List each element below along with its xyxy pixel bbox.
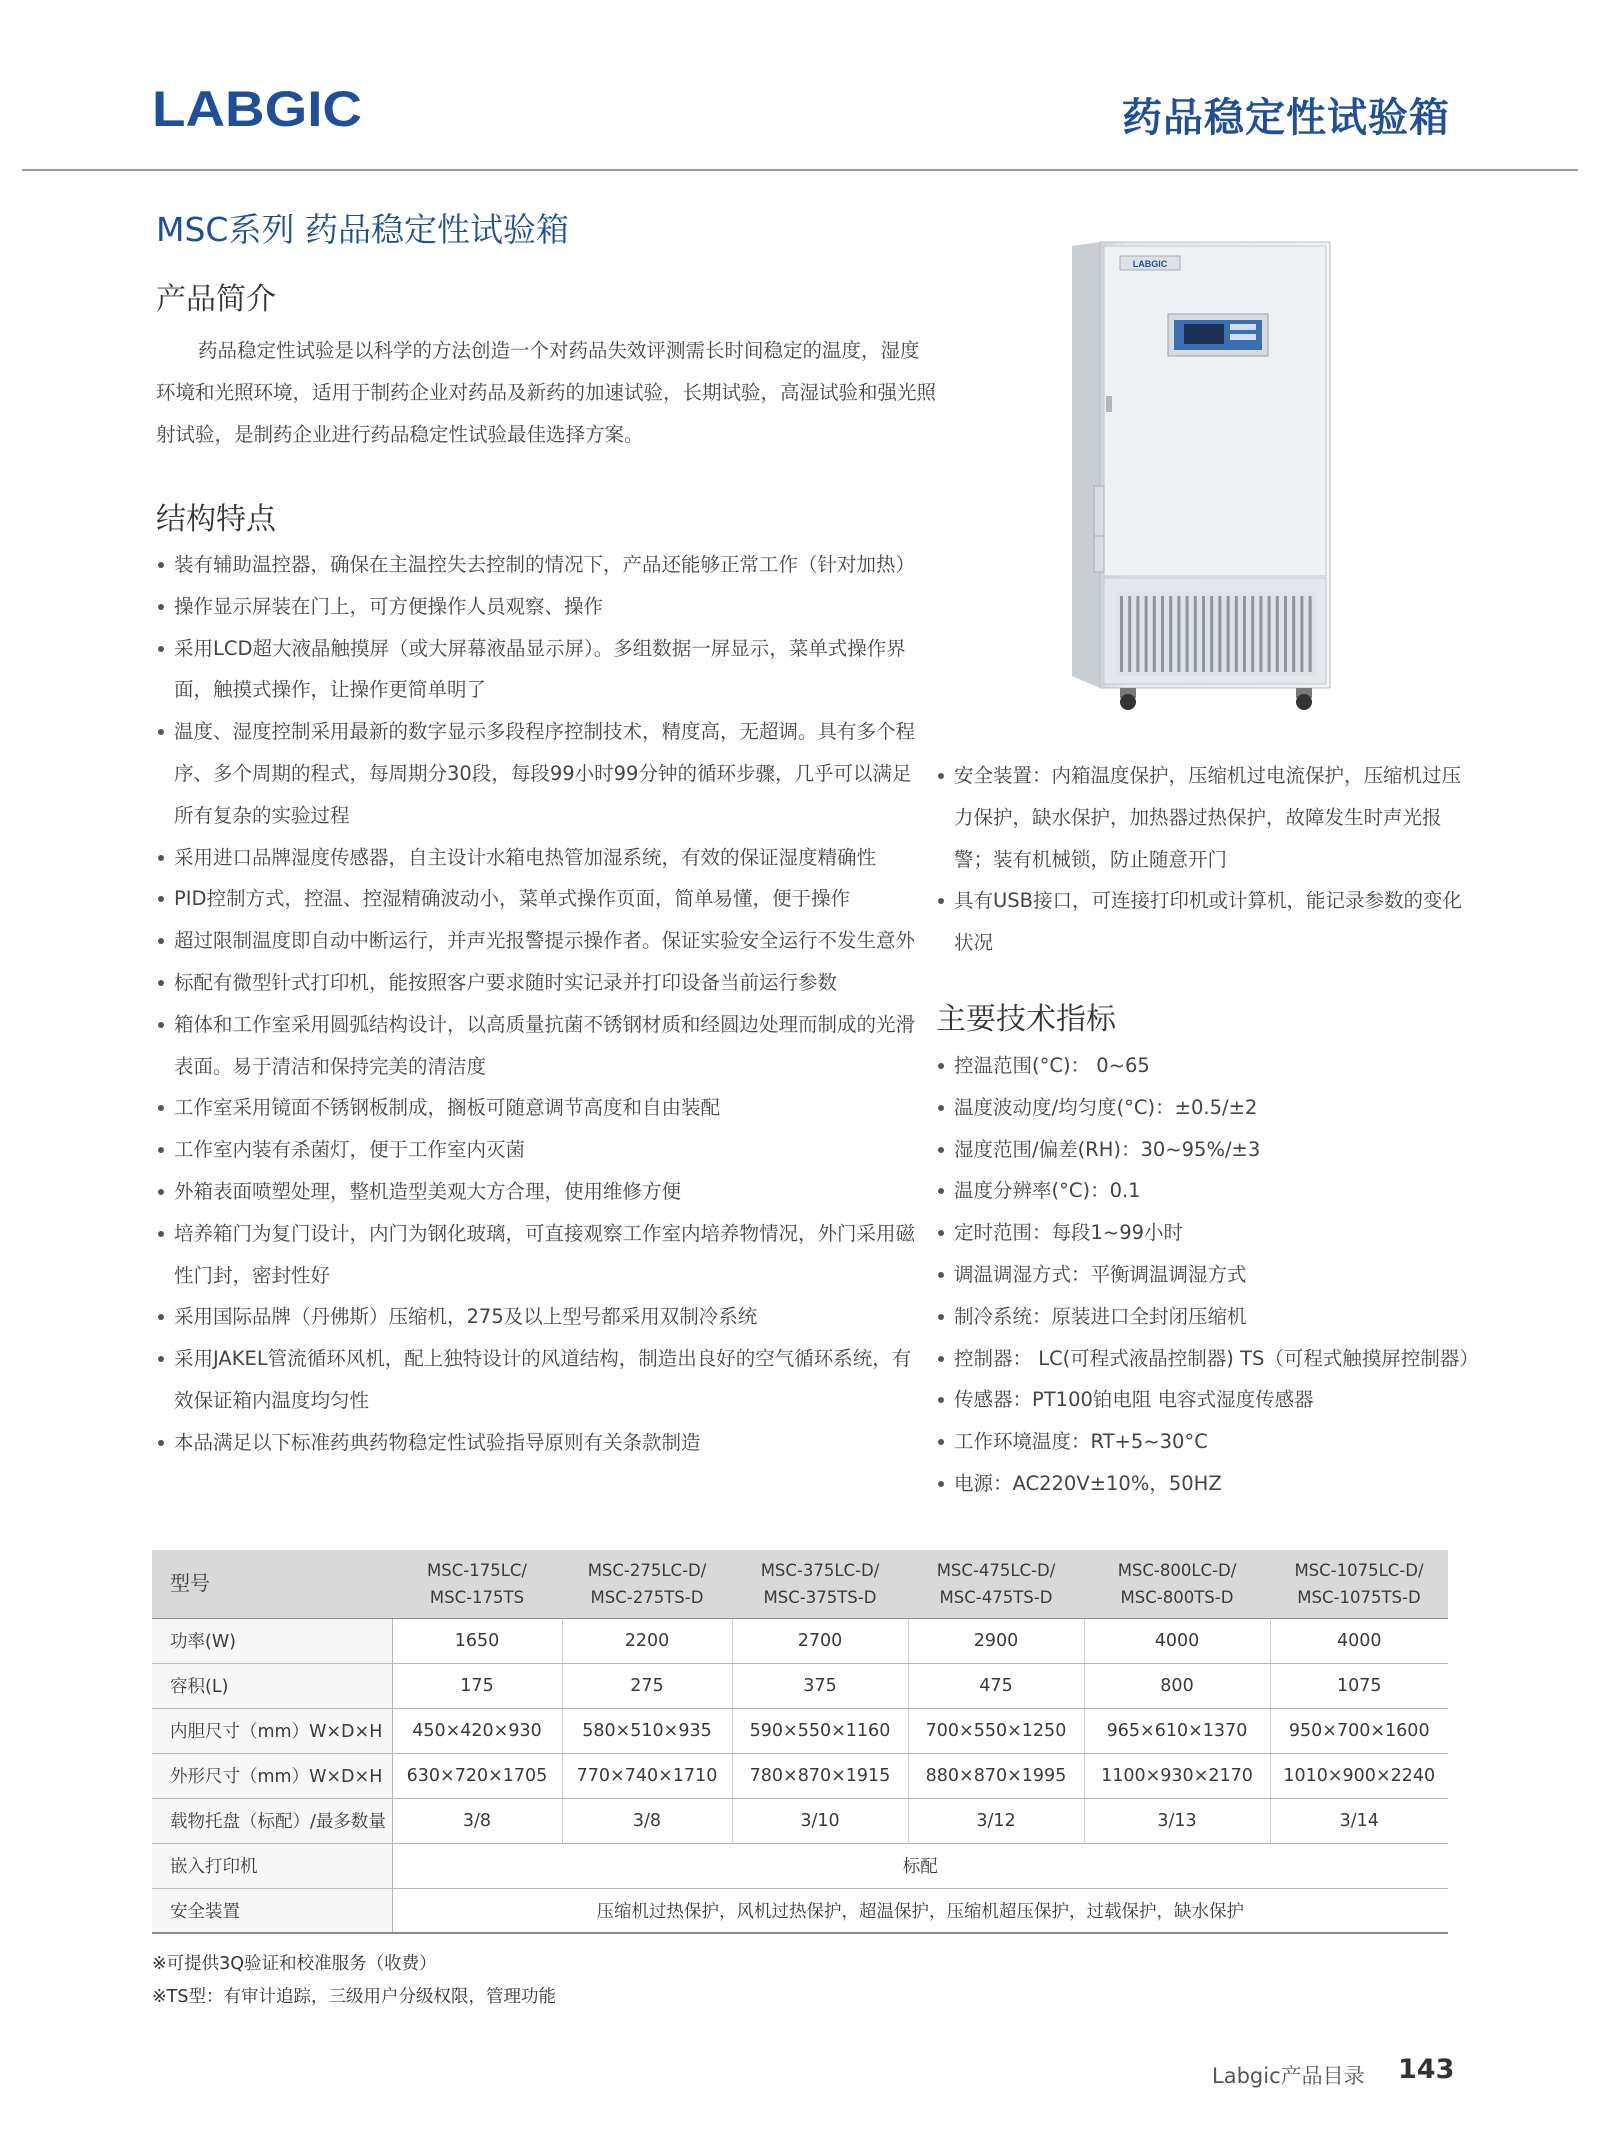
safety-value: 压缩机过热保护，风机过热保护，超温保护，压缩机超压保护，过载保护，缺水保护 (392, 1888, 1448, 1933)
table-cell: 700×550×1250 (908, 1708, 1084, 1753)
intro-text: 药品稳定性试验是以科学的方法创造一个对药品失效评测需长时间稳定的温度，湿度环境和光照环境，适用于制药企业对药品及新药的加速试验，长期试验，高湿试验和强光照射试验，是制药企业进行药品稳定性试验最佳选择方案。 (156, 339, 937, 446)
table-cell: 1010×900×2240 (1270, 1753, 1448, 1798)
vent-slot (1309, 596, 1312, 672)
feature-item: 安全装置：内箱温度保护，压缩机过电流保护，压缩机过压力保护，缺水保护，加热器过热保护，故障发生时声光报警；装有机械锁，防止随意开门 (936, 755, 1466, 880)
row-label: 载物托盘（标配）/最多数量 (152, 1798, 392, 1843)
table-cell: 175 (392, 1663, 562, 1708)
model-header-cell (392, 1550, 562, 1618)
model-name-line: MSC-275LC-D/ (587, 1560, 707, 1580)
table-cell: 3/10 (732, 1798, 908, 1843)
page-number: 143 (1398, 2054, 1455, 2085)
table-cell: 450×420×930 (392, 1708, 562, 1753)
table-cell: 580×510×935 (562, 1708, 732, 1753)
labgic-logo (152, 80, 364, 136)
vent-slot (1120, 596, 1123, 672)
table-row (152, 1798, 1448, 1843)
feature-item: 本品满足以下标准药典药物稳定性试验指导原则有关条款制造 (156, 1422, 926, 1464)
spec-item: 传感器：PT100铂电阻 电容式湿度传感器 (936, 1379, 1496, 1421)
model-name-line: MSC-1075LC-D/ (1294, 1560, 1424, 1580)
feature-item: 采用LCD超大液晶触摸屏（或大屏幕液晶显示屏）。多组数据一屏显示，菜单式操作界面，触摸式操作，让操作更简单明了 (156, 628, 926, 712)
table-cell: 2200 (562, 1618, 732, 1663)
feature-item: 温度、湿度控制采用最新的数字显示多段程序控制技术，精度高，无超调。具有多个程序、多个周期的程式，每周期分30段，每段99小时99分钟的循环步骤，几乎可以满足所有复杂的实验过程 (156, 711, 926, 836)
vent-slot (1300, 596, 1303, 672)
model-name-line: MSC-175LC/ (427, 1560, 527, 1580)
model-name-line: MSC-475LC-D/ (936, 1560, 1056, 1580)
feature-item: 工作室采用镜面不锈钢板制成，搁板可随意调节高度和自由装配 (156, 1087, 926, 1129)
table-cell: 780×870×1915 (732, 1753, 908, 1798)
model-name-line: MSC-800LC-D/ (1117, 1560, 1237, 1580)
header-divider (22, 169, 1578, 171)
table-cell: 630×720×1705 (392, 1753, 562, 1798)
feature-item: 外箱表面喷塑处理，整机造型美观大方合理，使用维修方便 (156, 1171, 926, 1213)
model-name-line: MSC-375LC-D/ (760, 1560, 880, 1580)
feature-item: 采用JAKEL管流循环风机，配上独特设计的风道结构，制造出良好的空气循环系统，有效保证箱内温度均匀性 (156, 1338, 926, 1422)
model-name-line: MSC-275TS-D (590, 1587, 704, 1607)
table-cell: 950×700×1600 (1270, 1708, 1448, 1753)
structure-heading: 结构特点 (156, 502, 276, 537)
vent-slot (1210, 596, 1213, 672)
table-cell: 4000 (1084, 1618, 1270, 1663)
feature-item: 标配有微型针式打印机，能按照客户要求随时实记录并打印设备当前运行参数 (156, 962, 926, 1004)
table-cell: 880×870×1995 (908, 1753, 1084, 1798)
spec-item: 温度分辨率(°C)：0.1 (936, 1170, 1496, 1212)
table-cell: 770×740×1710 (562, 1753, 732, 1798)
logo-text: LABGIC (152, 81, 362, 136)
feature-item: 工作室内装有杀菌灯，便于工作室内灭菌 (156, 1129, 926, 1171)
table-row-safety (152, 1888, 1448, 1933)
table-cell: 965×610×1370 (1084, 1708, 1270, 1753)
vent-slot (1161, 596, 1164, 672)
row-label: 功率(W) (152, 1618, 392, 1663)
feature-item: 采用国际品牌（丹佛斯）压缩机，275及以上型号都采用双制冷系统 (156, 1296, 926, 1338)
vent-slot (1292, 596, 1295, 672)
vent-slot (1186, 596, 1189, 672)
table-cell: 2700 (732, 1618, 908, 1663)
spec-item: 温度波动度/均匀度(°C)：±0.5/±2 (936, 1087, 1496, 1129)
table-cell: 475 (908, 1663, 1084, 1708)
table-cell: 275 (562, 1663, 732, 1708)
model-spec-table (152, 1550, 1448, 1934)
feature-item: 箱体和工作室采用圆弧结构设计，以高质量抗菌不锈钢材质和经圆边处理而制成的光滑表面。易于清洁和保持完美的清洁度 (156, 1004, 926, 1088)
specs-heading: 主要技术指标 (936, 1002, 1116, 1037)
model-header-cell (1270, 1550, 1448, 1618)
table-cell: 375 (732, 1663, 908, 1708)
table-header-row (152, 1550, 1448, 1618)
model-header-cell (1084, 1550, 1270, 1618)
table-cell: 3/13 (1084, 1798, 1270, 1843)
vent-slot (1218, 596, 1221, 672)
safety-label: 安全装置 (152, 1888, 392, 1933)
feature-item: 具有USB接口，可连接打印机或计算机，能记录参数的变化状况 (936, 880, 1466, 964)
spec-item: 控制器： LC(可程式液晶控制器) TS（可程式触摸屏控制器） (936, 1338, 1496, 1380)
model-header-cell (562, 1550, 732, 1618)
spec-item: 湿度范围/偏差(RH)：30~95%/±3 (936, 1129, 1496, 1171)
table-cell: 1075 (1270, 1663, 1448, 1708)
table-cell: 4000 (1270, 1618, 1448, 1663)
vent-slot (1259, 596, 1262, 672)
spec-item: 制冷系统：原装进口全封闭压缩机 (936, 1296, 1496, 1338)
table-cell: 3/12 (908, 1798, 1084, 1843)
vent-slot (1177, 596, 1180, 672)
table-cell: 3/14 (1270, 1798, 1448, 1843)
vent-slot (1276, 596, 1279, 672)
vent-slot (1235, 596, 1238, 672)
table-row (152, 1708, 1448, 1753)
model-header-label: 型号 (152, 1550, 392, 1618)
vent-slot (1251, 596, 1254, 672)
printer-label: 嵌入打印机 (152, 1843, 392, 1888)
table-cell: 1100×930×2170 (1084, 1753, 1270, 1798)
model-name-line: MSC-800TS-D (1120, 1587, 1234, 1607)
vent-slot (1145, 596, 1148, 672)
spec-item: 控温范围(°C)： 0~65 (936, 1045, 1496, 1087)
footer-catalog-label: Labgic产品目录 (1212, 2064, 1365, 2088)
feature-item: PID控制方式，控温、控湿精确波动小，菜单式操作页面，简单易懂，便于操作 (156, 878, 926, 920)
vent-slot (1202, 596, 1205, 672)
model-header-cell (908, 1550, 1084, 1618)
vent-slot (1153, 596, 1156, 672)
vent-slot (1268, 596, 1271, 672)
feature-item: 操作显示屏装在门上，可方便操作人员观察、操作 (156, 586, 926, 628)
model-name-line: MSC-475TS-D (939, 1587, 1053, 1607)
model-name-line: MSC-1075TS-D (1297, 1587, 1421, 1607)
row-label: 容积(L) (152, 1663, 392, 1708)
spec-item: 工作环境温度：RT+5~30°C (936, 1421, 1496, 1463)
row-label: 外形尺寸（mm）W×D×H (152, 1753, 392, 1798)
model-header-cell (732, 1550, 908, 1618)
product-title: MSC系列 药品稳定性试验箱 (156, 210, 569, 249)
structure-feature-list (156, 544, 926, 1464)
footnote: ※TS型：有审计追踪，三级用户分级权限，管理功能 (152, 1987, 556, 2007)
specs-list (936, 1045, 1496, 1505)
footnotes (152, 1948, 556, 2014)
vent-slot (1243, 596, 1246, 672)
row-label: 内胆尺寸（mm）W×D×H (152, 1708, 392, 1753)
table-row (152, 1663, 1448, 1708)
spec-item: 电源：AC220V±10%，50HZ (936, 1463, 1496, 1505)
spec-item: 定时范围：每段1~99小时 (936, 1212, 1496, 1254)
structure-feature-list-right (936, 755, 1466, 964)
feature-item: 培养箱门为复门设计，内门为钢化玻璃，可直接观察工作室内培养物情况，外门采用磁性门封，密封性好 (156, 1213, 926, 1297)
vent-slot (1194, 596, 1197, 672)
vent-slot (1136, 596, 1139, 672)
model-name-line: MSC-375TS-D (763, 1587, 877, 1607)
intro-heading: 产品简介 (156, 282, 276, 317)
vent-slot (1169, 596, 1172, 672)
footnote: ※可提供3Q验证和校准服务（收费） (152, 1954, 437, 1974)
vent-slot (1284, 596, 1287, 672)
product-image (1060, 236, 1340, 712)
table-row (152, 1618, 1448, 1663)
vent-slot (1227, 596, 1230, 672)
table-cell: 590×550×1160 (732, 1708, 908, 1753)
table-cell: 1650 (392, 1618, 562, 1663)
panel-logo: LABGIC (1132, 259, 1168, 269)
table-cell: 3/8 (392, 1798, 562, 1843)
spec-item: 调温调湿方式：平衡调温调湿方式 (936, 1254, 1496, 1296)
vent-slot (1128, 596, 1131, 672)
table-cell: 3/8 (562, 1798, 732, 1843)
table-cell: 800 (1084, 1663, 1270, 1708)
feature-item: 采用进口品牌湿度传感器，自主设计水箱电热管加湿系统，有效的保证湿度精确性 (156, 837, 926, 879)
table-row-printer (152, 1843, 1448, 1888)
feature-item: 装有辅助温控器，确保在主温控失去控制的情况下，产品还能够正常工作（针对加热） (156, 544, 926, 586)
intro-paragraph (156, 330, 936, 455)
model-name-line: MSC-175TS (429, 1587, 525, 1607)
header-title: 药品稳定性试验箱 (1122, 95, 1450, 141)
table-row (152, 1753, 1448, 1798)
feature-item: 超过限制温度即自动中断运行，并声光报警提示操作者。保证实验安全运行不发生意外 (156, 920, 926, 962)
table-cell: 2900 (908, 1618, 1084, 1663)
printer-value: 标配 (392, 1843, 1448, 1888)
